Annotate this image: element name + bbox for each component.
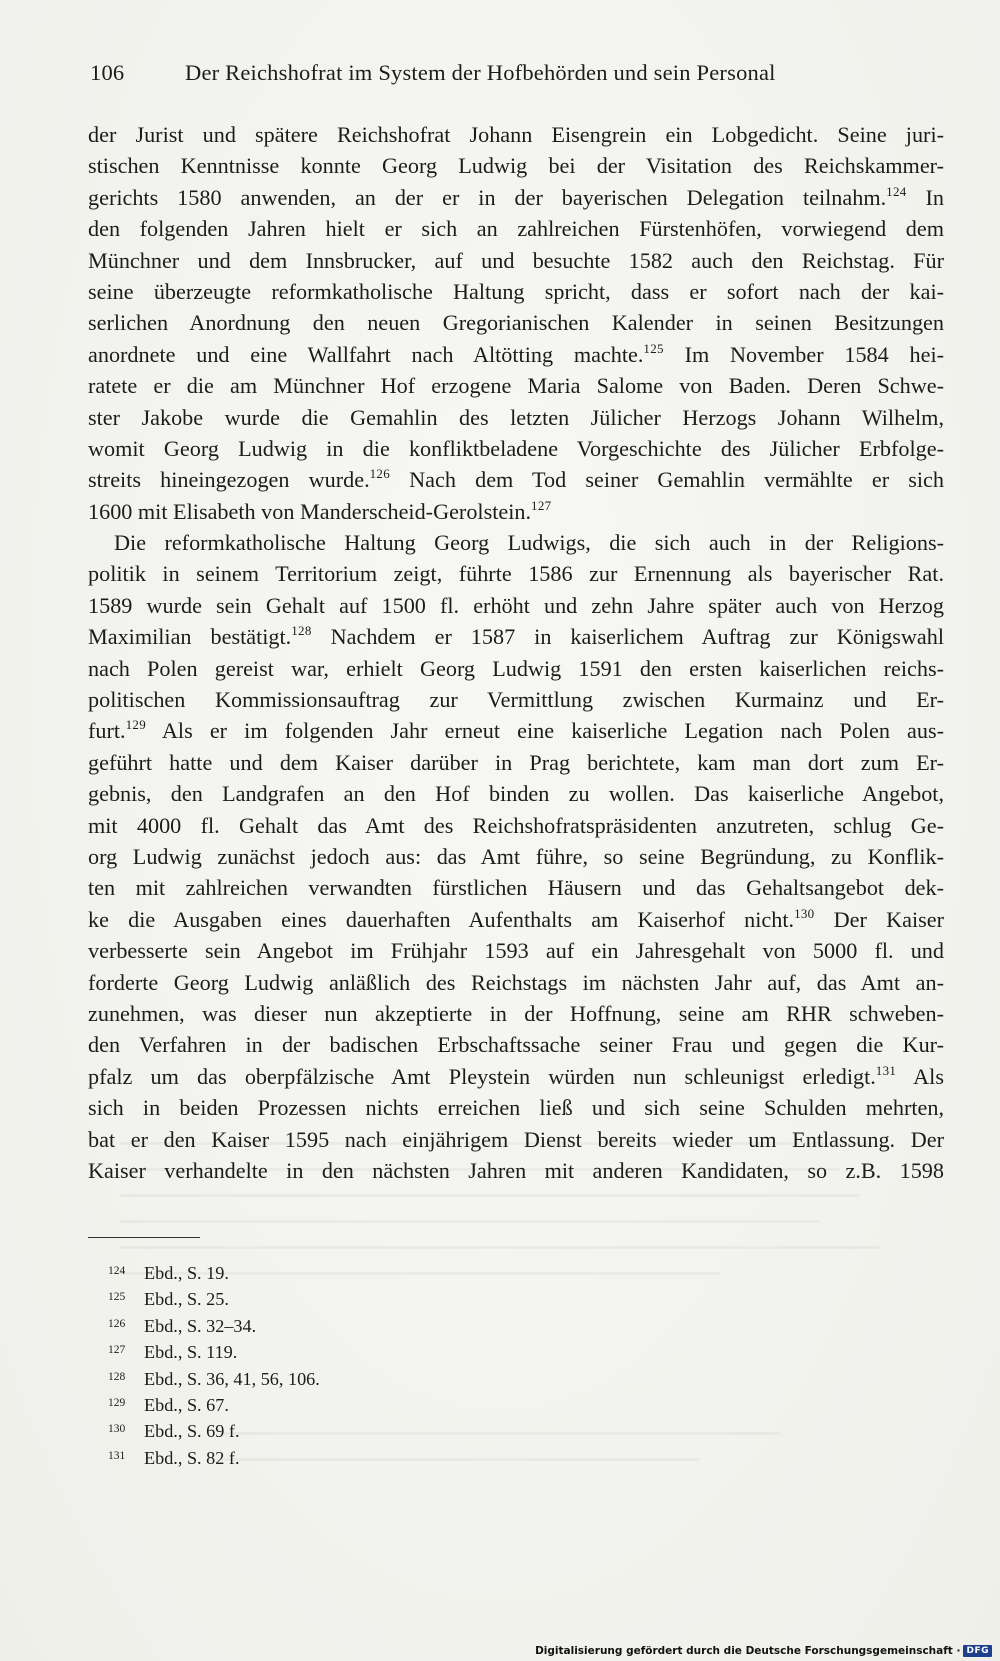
- footnote-text: Ebd., S. 25.: [144, 1289, 229, 1310]
- footnote-text: Ebd., S. 67.: [144, 1394, 229, 1415]
- text-segment: streits hineingezogen wurde.: [88, 467, 370, 493]
- bleed-through-mark: [120, 1246, 880, 1249]
- footnote-number: 131: [108, 1449, 126, 1462]
- dfg-logo: DFG: [963, 1645, 992, 1657]
- text-segment: Maximilian bestätigt.: [88, 624, 292, 650]
- text-line: [88, 150, 944, 181]
- credit-text: Digitalisierung gefördert durch die Deutsche Forschungsgemeinschaft ·: [535, 1645, 961, 1657]
- footnote: [108, 1392, 508, 1418]
- text-line: [88, 370, 944, 401]
- text-line: [88, 496, 944, 527]
- text-segment: politischen Kommissionsauftrag zur Vermittlung zwischen Kurmainz und Er-: [88, 687, 944, 713]
- text-segment: forderte Georg Ludwig anläßlich des Reichstags im nächsten Jahr auf, das Amt an-: [88, 969, 944, 995]
- text-line: [88, 684, 944, 715]
- text-segment: nach Polen gereist war, erhielt Georg Ludwig 1591 den ersten kaiserlichen reichs-: [88, 655, 944, 681]
- text-line: [88, 182, 944, 213]
- text-segment: 1589 wurde sein Gehalt auf 1500 fl. erhöht und zehn Jahre später auch von Herzog: [88, 592, 944, 618]
- text-segment: sich in beiden Prozessen nichts erreichen ließ und sich seine Schulden mehrten,: [88, 1095, 944, 1121]
- text-line: [88, 653, 944, 684]
- footnote: [108, 1313, 508, 1339]
- text-segment: Als: [896, 1063, 944, 1089]
- footnote: [108, 1339, 508, 1365]
- text-line: [88, 621, 944, 652]
- text-line: [88, 715, 944, 746]
- text-line: [88, 998, 944, 1029]
- footnote-number: 128: [108, 1370, 126, 1383]
- footnote-reference[interactable]: 131: [875, 1062, 897, 1078]
- text-segment: den Verfahren in der badischen Erbschaftssache seiner Frau und gegen die Kur-: [88, 1032, 944, 1058]
- footnote-number: 125: [108, 1291, 126, 1304]
- digitization-credit: [535, 1645, 992, 1657]
- text-segment: ten mit zahlreichen verwandten fürstlichen Häusern und das Gehaltsangebot dek-: [88, 875, 944, 901]
- text-segment: mit 4000 fl. Gehalt das Amt des Reichshofratspräsidenten anzutreten, schlug Ge-: [88, 812, 944, 838]
- running-header: [90, 60, 870, 86]
- text-line: [88, 841, 944, 872]
- text-segment: 1600 mit Elisabeth von Manderscheid-Gerolstein.: [88, 498, 532, 524]
- footnote-reference[interactable]: 125: [643, 340, 664, 356]
- text-segment: verbesserte sein Angebot im Frühjahr 1593 auf ein Jahresgehalt von 5000 fl. und: [88, 938, 944, 964]
- footnote-text: Ebd., S. 82 f.: [144, 1447, 240, 1468]
- footnote-reference[interactable]: 130: [794, 905, 815, 921]
- text-segment: ster Jakobe wurde die Gemahlin des letzten Jülicher Herzogs Johann Wilhelm,: [88, 404, 944, 430]
- text-line: [88, 967, 944, 998]
- text-line: [88, 339, 944, 370]
- text-segment: In: [906, 184, 944, 210]
- text-segment: Der Kaiser: [814, 906, 944, 932]
- text-segment: zunehmen, was dieser nun akzeptierte in der Hoffnung, seine am RHR schweben-: [88, 1000, 944, 1026]
- footnote-text: Ebd., S. 36, 41, 56, 106.: [144, 1368, 320, 1389]
- text-segment: seine überzeugte reformkatholische Haltung spricht, dass er sofort nach der kai-: [88, 278, 944, 304]
- text-line: [88, 1029, 944, 1060]
- text-line: [88, 558, 944, 589]
- footnote-text: Ebd., S. 69 f.: [144, 1421, 240, 1442]
- footnote-reference[interactable]: 128: [291, 623, 312, 639]
- text-segment: ratete er die am Münchner Hof erzogene Maria Salome von Baden. Deren Schwe-: [88, 373, 944, 399]
- bleed-through-mark: [120, 1220, 820, 1223]
- text-line: [88, 245, 944, 276]
- footnote-number: 124: [108, 1265, 126, 1277]
- text-line: [88, 307, 944, 338]
- text-line: [88, 276, 944, 307]
- footnote-text: Ebd., S. 119.: [144, 1342, 238, 1363]
- text-segment: politik in seinem Territorium zeigt, führte 1586 zur Ernennung als bayerischer Rat.: [88, 561, 944, 587]
- text-line: [88, 1092, 944, 1123]
- text-line: [88, 904, 944, 935]
- text-segment: geführt hatte und dem Kaiser darüber in Prag berichtete, kam man dort zum Er-: [88, 749, 944, 775]
- footnote-number: 126: [108, 1317, 126, 1330]
- footnote: [108, 1366, 508, 1392]
- text-line: [88, 1061, 944, 1092]
- footnote-separator: [88, 1237, 200, 1238]
- text-segment: org Ludwig zunächst jedoch aus: das Amt führe, so seine Begründung, zu Konflik-: [88, 843, 944, 869]
- text-segment: stischen Kenntnisse konnte Georg Ludwig bei der Visitation des Reichskammer-: [88, 153, 944, 179]
- text-line: [88, 872, 944, 903]
- footnote-text: Ebd., S. 19.: [144, 1263, 229, 1283]
- footnote: [108, 1260, 508, 1286]
- text-segment: furt.: [88, 718, 126, 744]
- footnote: [108, 1445, 508, 1471]
- footnote-reference[interactable]: 126: [369, 466, 391, 482]
- footnote-number: 130: [108, 1423, 126, 1436]
- text-segment: Nachdem er 1587 in kaiserlichem Auftrag zur Königswahl: [311, 624, 944, 650]
- text-segment: bat er den Kaiser 1595 nach einjährigem Dienst bereits wieder um Entlassung. Der: [88, 1126, 944, 1152]
- text-line: [88, 590, 944, 621]
- text-line: [88, 1124, 944, 1155]
- footnote: [108, 1418, 508, 1444]
- text-line: [88, 402, 944, 433]
- text-segment: Münchner und dem Innsbrucker, auf und besuchte 1582 auch den Reichstag. Für: [88, 247, 944, 273]
- text-segment: anordnete und eine Wallfahrt nach Altötting machte.: [88, 341, 644, 367]
- bleed-through-mark: [120, 1194, 860, 1197]
- body-text: [88, 119, 944, 1186]
- text-segment: Kaiser verhandelte in den nächsten Jahren mit anderen Kandidaten, so z.B. 1598: [88, 1157, 944, 1183]
- text-segment: gebnis, den Landgrafen an den Hof binden zu wollen. Das kaiserliche Angebot,: [88, 781, 944, 807]
- text-line: [88, 1155, 944, 1186]
- footnote: [108, 1286, 508, 1312]
- text-line: [88, 527, 944, 558]
- text-segment: gerichts 1580 anwenden, an der er in der bayerischen Delegation teilnahm.: [88, 184, 887, 210]
- text-segment: ke die Ausgaben eines dauerhaften Aufenthalts am Kaiserhof nicht.: [88, 906, 795, 932]
- footnotes: [108, 1260, 508, 1471]
- text-segment: serlichen Anordnung den neuen Gregorianischen Kalender in seinen Besitzungen: [88, 310, 944, 336]
- text-segment: womit Georg Ludwig in die konfliktbeladene Vorgeschichte des Jülicher Erbfolge-: [88, 435, 944, 461]
- text-line: [88, 119, 944, 150]
- text-line: [88, 810, 944, 841]
- page-number: 106: [90, 60, 125, 85]
- text-line: [88, 778, 944, 809]
- text-line: [88, 433, 944, 464]
- footnote-number: 127: [108, 1344, 126, 1357]
- footnote-number: 129: [108, 1396, 126, 1409]
- footnote-text: Ebd., S. 32–34.: [144, 1315, 257, 1336]
- footnote-reference[interactable]: 124: [886, 183, 907, 199]
- text-segment: den folgenden Jahren hielt er sich an zahlreichen Fürstenhöfen, vorwiegend dem: [88, 216, 944, 242]
- text-segment: Nach dem Tod seiner Gemahlin vermählte er sich: [390, 467, 944, 493]
- text-segment: der Jurist und spätere Reichshofrat Johann Eisengrein ein Lobgedicht. Seine juri-: [88, 122, 944, 147]
- footnote-reference[interactable]: 127: [531, 497, 552, 513]
- running-title: Der Reichshofrat im System der Hofbehörden und sein Personal: [185, 60, 776, 85]
- text-segment: pfalz um das oberpfälzische Amt Pleystein würden nun schleunigst erledigt.: [88, 1063, 876, 1089]
- text-segment: Die reformkatholische Haltung Georg Ludwigs, die sich auch in der Religions-: [114, 530, 944, 556]
- text-line: [88, 935, 944, 966]
- text-line: [88, 747, 944, 778]
- text-line: [88, 213, 944, 244]
- text-segment: Als er im folgenden Jahr erneut eine kaiserliche Legation nach Polen aus-: [146, 718, 944, 744]
- text-line: [88, 464, 944, 495]
- text-segment: Im November 1584 hei-: [663, 341, 944, 367]
- footnote-reference[interactable]: 129: [125, 717, 146, 733]
